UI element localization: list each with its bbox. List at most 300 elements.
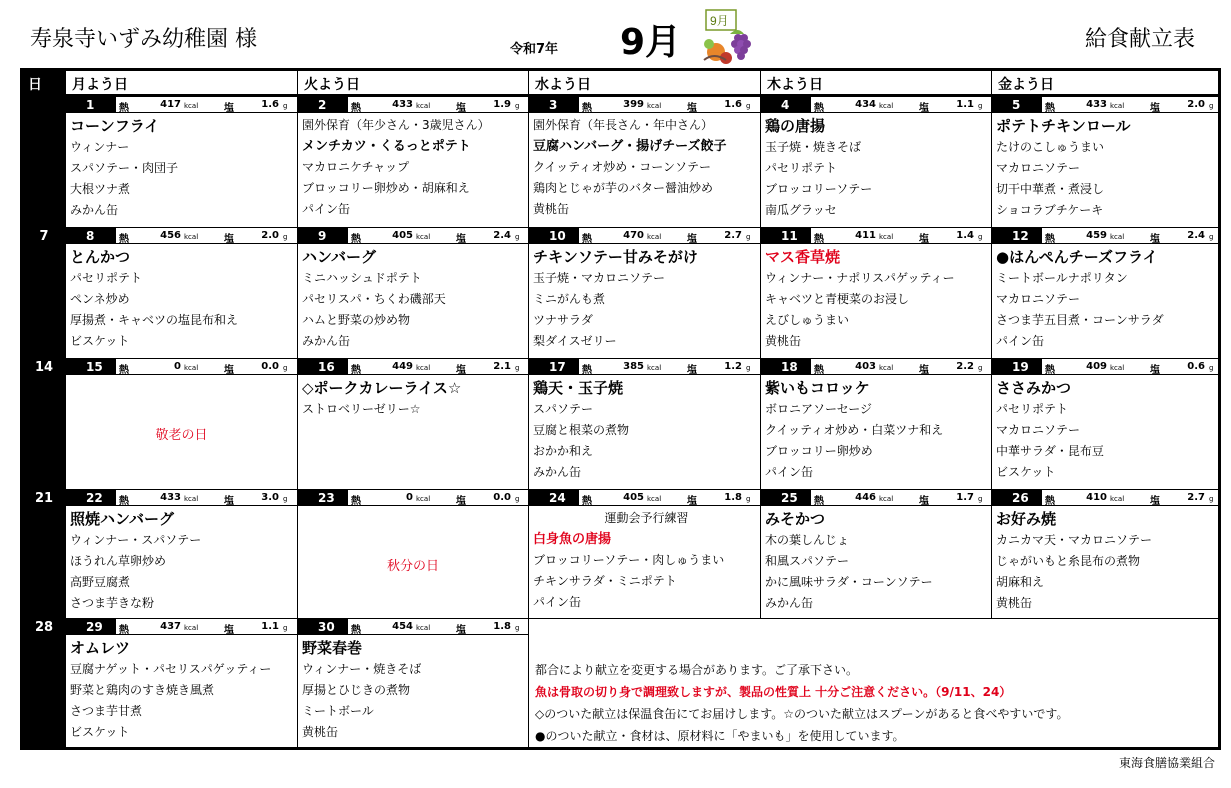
menu-lines bbox=[992, 375, 1218, 483]
menu-lines bbox=[298, 506, 528, 508]
day-cell bbox=[528, 358, 760, 489]
menu-item: 南瓜グラッセ bbox=[765, 203, 837, 217]
day-number: 25 bbox=[761, 490, 811, 506]
salt-value: 2.0 bbox=[261, 230, 279, 241]
menu-lines bbox=[529, 506, 760, 613]
energy-label: 熱 bbox=[814, 103, 824, 114]
menu-item: 和風スパソテー bbox=[765, 554, 850, 568]
menu-item: ブロッコリー卵炒め bbox=[765, 444, 873, 458]
day-number: 9 bbox=[298, 228, 348, 244]
salt-unit: g bbox=[515, 102, 520, 110]
menu-lines bbox=[529, 375, 760, 483]
nutrition-bar bbox=[761, 97, 991, 113]
menu-item: 豆腐ナゲット・パセリスパゲッティー bbox=[70, 662, 272, 676]
kcal-unit: kcal bbox=[184, 364, 199, 372]
energy-label: 熱 bbox=[119, 625, 129, 636]
salt-label: 塩 bbox=[1150, 496, 1160, 507]
kcal-unit: kcal bbox=[184, 233, 199, 241]
school-name: 寿泉寺いずみ幼稚園 様 bbox=[30, 27, 257, 52]
energy-label: 熱 bbox=[119, 496, 129, 507]
nutrition-bar bbox=[992, 228, 1218, 244]
menu-item: さつま芋甘煮 bbox=[70, 704, 143, 718]
menu-item: ビスケット bbox=[70, 725, 130, 739]
menu-item: 黄桃缶 bbox=[533, 202, 570, 216]
menu-item: みかん缶 bbox=[70, 203, 119, 217]
day-number: 15 bbox=[66, 359, 116, 375]
nutrition-bar bbox=[992, 97, 1218, 113]
menu-item: 大根ツナ煮 bbox=[70, 182, 131, 196]
salt-unit: g bbox=[978, 495, 983, 503]
menu-item: ハンバーグ bbox=[302, 248, 376, 266]
day-cell bbox=[760, 489, 991, 618]
menu-item: ウィンナー・焼きそば bbox=[302, 662, 422, 676]
menu-item: 野菜春巻 bbox=[302, 639, 363, 657]
menu-item: マカロニソテー bbox=[996, 161, 1081, 175]
day-number: 8 bbox=[66, 228, 116, 244]
energy-label: 熱 bbox=[582, 365, 592, 376]
energy-value: 470 bbox=[623, 230, 644, 241]
menu-item: かに風味サラダ・コーンソテー bbox=[765, 575, 933, 589]
energy-value: 437 bbox=[160, 621, 181, 632]
menu-item: スパソテー bbox=[533, 402, 594, 416]
menu-lines bbox=[298, 375, 528, 420]
menu-item: 運動会予行練習 bbox=[604, 511, 689, 525]
day-number: 10 bbox=[529, 228, 579, 244]
energy-label: 熱 bbox=[582, 496, 592, 507]
salt-unit: g bbox=[978, 364, 983, 372]
salt-unit: g bbox=[746, 233, 751, 241]
day-cell bbox=[760, 227, 991, 358]
nutrition-bar bbox=[761, 490, 991, 506]
menu-item: ●はんぺんチーズフライ bbox=[996, 248, 1158, 266]
kcal-unit: kcal bbox=[416, 233, 431, 241]
menu-item: 園外保育（年長さん・年中さん） bbox=[533, 118, 714, 132]
day-number: 17 bbox=[529, 359, 579, 375]
salt-label: 塩 bbox=[687, 234, 697, 245]
menu-item: パセリポテト bbox=[996, 402, 1069, 416]
menu-item: チキンソテー甘みそがけ bbox=[533, 248, 698, 266]
menu-item: コーンフライ bbox=[70, 117, 160, 135]
menu-item: みかん缶 bbox=[302, 334, 351, 348]
salt-unit: g bbox=[746, 495, 751, 503]
menu-item: メンチカツ・くるっとポテト bbox=[302, 139, 471, 154]
salt-value: 0.0 bbox=[261, 361, 279, 372]
menu-item: パイン缶 bbox=[765, 465, 814, 479]
salt-label: 塩 bbox=[919, 234, 929, 245]
salt-unit: g bbox=[1209, 102, 1214, 110]
energy-label: 熱 bbox=[119, 103, 129, 114]
grape-illustration-icon bbox=[700, 8, 755, 66]
energy-value: 417 bbox=[160, 99, 181, 110]
menu-item: パイン缶 bbox=[302, 202, 351, 216]
day-cell bbox=[65, 489, 297, 618]
menu-item: ミートボール bbox=[302, 704, 374, 718]
day-number: 16 bbox=[298, 359, 348, 375]
salt-value: 1.8 bbox=[724, 492, 742, 503]
salt-unit: g bbox=[283, 624, 288, 632]
menu-item: じゃがいもと糸昆布の煮物 bbox=[996, 554, 1141, 568]
nutrition-bar bbox=[992, 490, 1218, 506]
day-cell bbox=[991, 96, 1218, 227]
salt-value: 1.1 bbox=[956, 99, 974, 110]
energy-value: 385 bbox=[623, 361, 644, 372]
energy-label: 熱 bbox=[1045, 496, 1055, 507]
salt-value: 1.4 bbox=[956, 230, 974, 241]
kcal-unit: kcal bbox=[416, 624, 431, 632]
weekday-header: 月よう日 bbox=[65, 71, 297, 96]
salt-value: 2.1 bbox=[493, 361, 511, 372]
salt-value: 2.4 bbox=[493, 230, 511, 241]
menu-item: 木の葉しんじょ bbox=[765, 533, 850, 547]
kcal-unit: kcal bbox=[879, 495, 894, 503]
kcal-unit: kcal bbox=[416, 495, 431, 503]
energy-value: 433 bbox=[392, 99, 413, 110]
menu-item: マカロニソテー bbox=[996, 292, 1081, 306]
menu-item: お好み焼 bbox=[996, 510, 1057, 528]
weekday-header: 水よう日 bbox=[528, 71, 760, 96]
menu-lines bbox=[66, 635, 297, 743]
salt-label: 塩 bbox=[224, 234, 234, 245]
salt-label: 塩 bbox=[1150, 103, 1160, 114]
nutrition-bar bbox=[298, 359, 528, 375]
menu-item: ツナサラダ bbox=[533, 313, 593, 327]
menu-item: ショコラブチケーキ bbox=[996, 203, 1104, 217]
menu-item: 鶏天・玉子焼 bbox=[533, 379, 624, 397]
energy-label: 熱 bbox=[351, 234, 361, 245]
menu-item: パセリスパ・ちくわ磯部天 bbox=[302, 292, 446, 306]
day-number: 12 bbox=[992, 228, 1042, 244]
salt-unit: g bbox=[283, 495, 288, 503]
kcal-unit: kcal bbox=[879, 233, 894, 241]
energy-value: 403 bbox=[855, 361, 876, 372]
salt-unit: g bbox=[283, 233, 288, 241]
kcal-unit: kcal bbox=[1110, 102, 1125, 110]
nutrition-bar bbox=[66, 228, 297, 244]
menu-item: 紫いもコロッケ bbox=[765, 379, 870, 397]
menu-item: 園外保育（年少さん・3歳児さん） bbox=[302, 118, 490, 132]
notice-line: ●のついた献立・食材は、原材料に「やまいも」を使用しています。 bbox=[535, 729, 905, 743]
menu-item: チキンサラダ・ミニポテト bbox=[533, 574, 677, 588]
menu-item: ハムと野菜の炒め物 bbox=[302, 313, 411, 327]
energy-value: 399 bbox=[623, 99, 644, 110]
menu-item: ビスケット bbox=[70, 334, 130, 348]
menu-item: ブロッコリーソテー bbox=[765, 182, 873, 196]
menu-item: パイン缶 bbox=[996, 334, 1045, 348]
day-number: 1 bbox=[66, 97, 116, 113]
salt-value: 1.9 bbox=[493, 99, 511, 110]
kcal-unit: kcal bbox=[647, 495, 662, 503]
menu-item: マカロニケチャップ bbox=[302, 160, 410, 174]
salt-label: 塩 bbox=[687, 496, 697, 507]
notice-line: 都合により献立を変更する場合があります。ご了承下さい。 bbox=[535, 663, 859, 677]
day-cell bbox=[65, 227, 297, 358]
salt-label: 塩 bbox=[456, 103, 466, 114]
sunday-date bbox=[23, 96, 65, 227]
day-number: 11 bbox=[761, 228, 811, 244]
menu-item: 中華サラダ・昆布豆 bbox=[996, 444, 1104, 458]
salt-unit: g bbox=[515, 233, 520, 241]
notice-line: ◇のついた献立は保温食缶にてお届けします。☆のついた献立はスプーンがあると食べやすいです。 bbox=[535, 707, 1069, 721]
menu-item: えびしゅうまい bbox=[765, 313, 850, 327]
energy-label: 熱 bbox=[582, 103, 592, 114]
nutrition-bar bbox=[761, 359, 991, 375]
salt-unit: g bbox=[746, 364, 751, 372]
energy-value: 459 bbox=[1086, 230, 1107, 241]
energy-label: 熱 bbox=[351, 365, 361, 376]
menu-item: 胡麻和え bbox=[996, 575, 1045, 589]
salt-unit: g bbox=[978, 233, 983, 241]
day-number: 3 bbox=[529, 97, 579, 113]
menu-lines bbox=[529, 244, 760, 352]
menu-lines bbox=[529, 113, 760, 220]
menu-item: 梨ダイスゼリー bbox=[533, 334, 617, 348]
energy-value: 456 bbox=[160, 230, 181, 241]
salt-label: 塩 bbox=[456, 625, 466, 636]
salt-value: 2.7 bbox=[724, 230, 742, 241]
sunday-date: 28 bbox=[23, 618, 65, 750]
menu-item: ブロッコリー卵炒め・胡麻和え bbox=[302, 181, 470, 195]
day-number: 19 bbox=[992, 359, 1042, 375]
nutrition-bar bbox=[66, 359, 297, 375]
menu-item: とんかつ bbox=[70, 248, 131, 266]
energy-value: 405 bbox=[392, 230, 413, 241]
menu-lines bbox=[66, 113, 297, 221]
energy-label: 熱 bbox=[119, 234, 129, 245]
salt-unit: g bbox=[283, 102, 288, 110]
menu-item: パセリポテト bbox=[765, 161, 838, 175]
holiday-label: 敬老の日 bbox=[155, 428, 208, 443]
energy-value: 411 bbox=[855, 230, 876, 241]
day-number: 22 bbox=[66, 490, 116, 506]
menu-lines bbox=[761, 375, 991, 483]
salt-label: 塩 bbox=[687, 103, 697, 114]
energy-value: 409 bbox=[1086, 361, 1107, 372]
menu-item: ウィンナー・スパソテー bbox=[70, 533, 202, 547]
day-cell bbox=[297, 358, 528, 489]
notice-line: 魚は骨取の切り身で調理致しますが、製品の性質上 十分ご注意ください。（9/11、24） bbox=[535, 685, 1012, 699]
menu-item: カニカマ天・マカロニソテー bbox=[996, 533, 1153, 547]
menu-item: ◇ポークカレーライス☆ bbox=[302, 379, 462, 397]
salt-value: 1.8 bbox=[493, 621, 511, 632]
nutrition-bar bbox=[761, 228, 991, 244]
menu-item: マス香草焼 bbox=[765, 248, 841, 266]
kcal-unit: kcal bbox=[416, 102, 431, 110]
weekday-header: 金よう日 bbox=[991, 71, 1218, 96]
day-number: 24 bbox=[529, 490, 579, 506]
menu-item: ストロベリーゼリー☆ bbox=[302, 402, 421, 416]
kcal-unit: kcal bbox=[184, 624, 199, 632]
menu-lines bbox=[761, 113, 991, 221]
salt-unit: g bbox=[283, 364, 288, 372]
energy-value: 434 bbox=[855, 99, 876, 110]
day-number: 18 bbox=[761, 359, 811, 375]
nutrition-bar bbox=[298, 490, 528, 506]
energy-value: 433 bbox=[160, 492, 181, 503]
energy-value: 433 bbox=[1086, 99, 1107, 110]
salt-unit: g bbox=[1209, 364, 1214, 372]
kcal-unit: kcal bbox=[647, 233, 662, 241]
day-cell bbox=[297, 96, 528, 227]
energy-label: 熱 bbox=[119, 365, 129, 376]
salt-value: 1.1 bbox=[261, 621, 279, 632]
kcal-unit: kcal bbox=[647, 102, 662, 110]
salt-value: 1.6 bbox=[261, 99, 279, 110]
salt-label: 塩 bbox=[224, 625, 234, 636]
weekday-header: 木よう日 bbox=[760, 71, 991, 96]
salt-label: 塩 bbox=[919, 496, 929, 507]
kcal-unit: kcal bbox=[1110, 364, 1125, 372]
day-number: 23 bbox=[298, 490, 348, 506]
nutrition-bar bbox=[298, 619, 528, 635]
day-number: 30 bbox=[298, 619, 348, 635]
salt-label: 塩 bbox=[224, 103, 234, 114]
nutrition-bar bbox=[992, 359, 1218, 375]
salt-label: 塩 bbox=[919, 365, 929, 376]
menu-lines bbox=[66, 506, 297, 614]
menu-item: オムレツ bbox=[70, 639, 131, 657]
salt-value: 2.2 bbox=[956, 361, 974, 372]
energy-value: 454 bbox=[392, 621, 413, 632]
menu-item: 厚揚とひじきの煮物 bbox=[302, 683, 411, 697]
salt-unit: g bbox=[1209, 233, 1214, 241]
day-number: 2 bbox=[298, 97, 348, 113]
weekday-header: 火よう日 bbox=[297, 71, 528, 96]
energy-value: 405 bbox=[623, 492, 644, 503]
salt-value: 1.2 bbox=[724, 361, 742, 372]
salt-label: 塩 bbox=[1150, 365, 1160, 376]
salt-unit: g bbox=[515, 495, 520, 503]
menu-item: 玉子焼・焼きそば bbox=[765, 140, 862, 154]
kcal-unit: kcal bbox=[647, 364, 662, 372]
holiday-label: 秋分の日 bbox=[386, 559, 439, 574]
kcal-unit: kcal bbox=[184, 495, 199, 503]
menu-lines bbox=[298, 113, 528, 220]
menu-item: 黄桃缶 bbox=[765, 334, 802, 348]
energy-value: 446 bbox=[855, 492, 876, 503]
menu-lines bbox=[66, 375, 297, 377]
salt-unit: g bbox=[978, 102, 983, 110]
salt-label: 塩 bbox=[687, 365, 697, 376]
salt-value: 3.0 bbox=[261, 492, 279, 503]
supplier-name: 東海食膳協業組合 bbox=[1118, 756, 1215, 770]
day-cell bbox=[760, 96, 991, 227]
menu-item: 玉子焼・マカロニソテー bbox=[533, 271, 666, 285]
menu-item: 白身魚の唐揚 bbox=[533, 532, 612, 547]
illustration-label: 9月 bbox=[710, 14, 729, 28]
sunday-column-header: 日 bbox=[23, 71, 65, 96]
menu-item: ウィンナー bbox=[70, 140, 130, 154]
kcal-unit: kcal bbox=[879, 102, 894, 110]
menu-item: 野菜と鶏肉のすき焼き風煮 bbox=[70, 683, 215, 697]
menu-item: ブロッコリーソテー・肉しゅうまい bbox=[533, 553, 725, 567]
menu-item: 厚揚煮・キャベツの塩昆布和え bbox=[70, 313, 239, 327]
day-number: 26 bbox=[992, 490, 1042, 506]
energy-label: 熱 bbox=[351, 625, 361, 636]
menu-item: おかか和え bbox=[533, 444, 594, 458]
menu-calendar bbox=[20, 68, 1221, 750]
sunday-date: 21 bbox=[23, 489, 65, 618]
menu-item: さつま芋きな粉 bbox=[70, 596, 155, 610]
kcal-unit: kcal bbox=[879, 364, 894, 372]
salt-value: 0.0 bbox=[493, 492, 511, 503]
day-cell bbox=[65, 618, 297, 750]
menu-item: 照焼ハンバーグ bbox=[70, 510, 174, 528]
salt-value: 2.4 bbox=[1187, 230, 1205, 241]
menu-item: 鶏の唐揚 bbox=[765, 117, 826, 135]
salt-value: 0.6 bbox=[1187, 361, 1205, 372]
menu-item: ボロニアソーセージ bbox=[765, 402, 873, 416]
nutrition-bar bbox=[298, 228, 528, 244]
menu-lines bbox=[761, 244, 991, 352]
menu-item: ささみかつ bbox=[996, 379, 1072, 397]
menu-item: パセリポテト bbox=[70, 271, 143, 285]
salt-label: 塩 bbox=[224, 496, 234, 507]
day-number: 29 bbox=[66, 619, 116, 635]
energy-value: 449 bbox=[392, 361, 413, 372]
menu-lines bbox=[298, 244, 528, 352]
sunday-date: 7 bbox=[23, 227, 65, 358]
nutrition-bar bbox=[529, 228, 760, 244]
menu-lines bbox=[992, 113, 1218, 221]
menu-item: みそかつ bbox=[765, 510, 826, 528]
menu-item: 切干中華煮・煮浸し bbox=[996, 182, 1105, 196]
energy-value: 0 bbox=[406, 492, 413, 503]
energy-label: 熱 bbox=[351, 496, 361, 507]
nutrition-bar bbox=[66, 97, 297, 113]
nutrition-bar bbox=[66, 490, 297, 506]
day-cell bbox=[991, 358, 1218, 489]
kcal-unit: kcal bbox=[416, 364, 431, 372]
day-cell bbox=[528, 489, 760, 618]
document-title: 給食献立表 bbox=[1084, 27, 1195, 52]
menu-item: クイッティオ炒め・白菜ツナ和え bbox=[765, 423, 944, 437]
salt-unit: g bbox=[515, 624, 520, 632]
menu-item: ビスケット bbox=[996, 465, 1056, 479]
day-cell bbox=[297, 227, 528, 358]
energy-label: 熱 bbox=[1045, 365, 1055, 376]
menu-lines bbox=[66, 244, 297, 352]
day-cell bbox=[65, 96, 297, 227]
salt-label: 塩 bbox=[456, 365, 466, 376]
energy-label: 熱 bbox=[1045, 234, 1055, 245]
kcal-unit: kcal bbox=[1110, 495, 1125, 503]
menu-item: パイン缶 bbox=[533, 595, 582, 609]
salt-label: 塩 bbox=[919, 103, 929, 114]
era-label: 令和7年 bbox=[510, 42, 559, 57]
nutrition-bar bbox=[298, 97, 528, 113]
menu-item: 豆腐と根菜の煮物 bbox=[533, 423, 630, 437]
energy-label: 熱 bbox=[814, 365, 824, 376]
menu-item: ミニハッシュドポテト bbox=[302, 271, 422, 285]
salt-label: 塩 bbox=[224, 365, 234, 376]
month-title: 9月 bbox=[620, 22, 682, 63]
menu-item: ペンネ炒め bbox=[70, 292, 130, 306]
menu-item: たけのこしゅうまい bbox=[996, 140, 1105, 154]
day-cell bbox=[297, 489, 528, 618]
nutrition-bar bbox=[529, 490, 760, 506]
menu-item: マカロニソテー bbox=[996, 423, 1081, 437]
day-cell bbox=[65, 358, 297, 489]
menu-item: ほうれん草卵炒め bbox=[70, 554, 167, 568]
menu-item: 鶏肉とじゃが芋のバター醤油炒め bbox=[533, 181, 714, 195]
salt-label: 塩 bbox=[456, 234, 466, 245]
menu-item: ウィンナー・ナポリスパゲッティー bbox=[765, 271, 955, 285]
menu-item: スパソテー・肉団子 bbox=[70, 161, 179, 175]
menu-item: クイッティオ炒め・コーンソテー bbox=[533, 160, 711, 174]
day-cell bbox=[528, 227, 760, 358]
menu-item: ミニがんも煮 bbox=[533, 292, 606, 306]
menu-item: 高野豆腐煮 bbox=[70, 575, 131, 589]
